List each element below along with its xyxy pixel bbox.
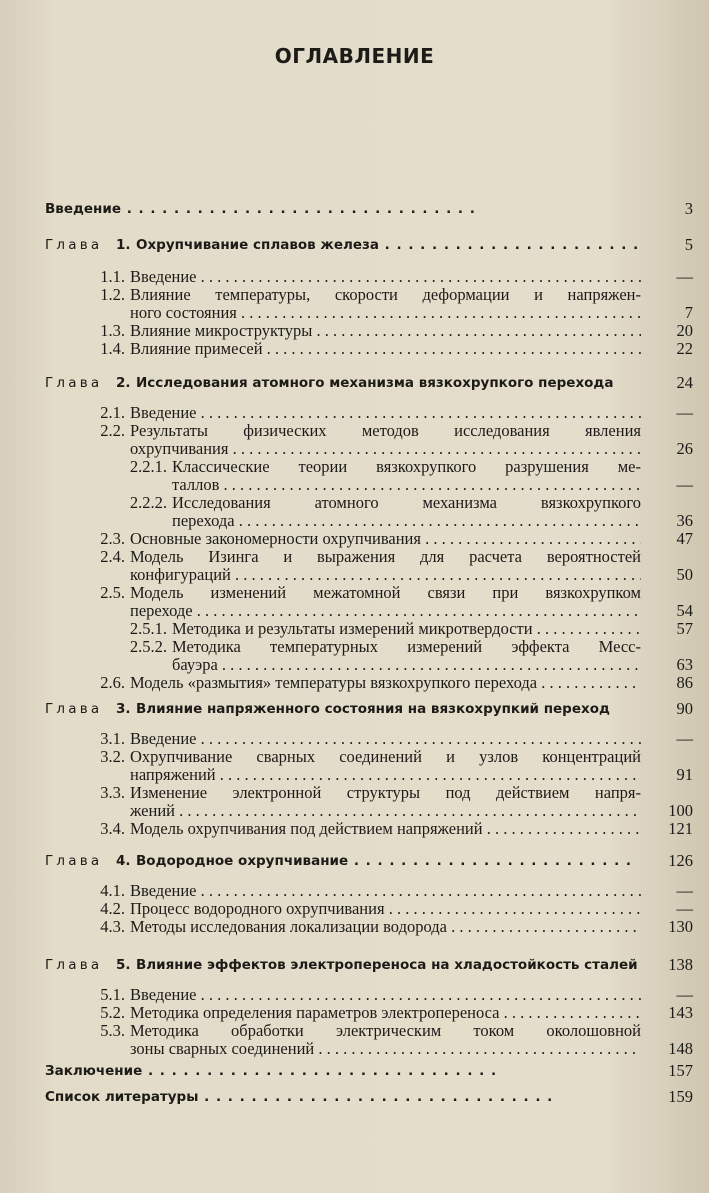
section-page: 57 xyxy=(676,619,693,638)
section-title: Методика температурных измерений эффекта Месс- xyxy=(172,638,641,656)
section-number: 2.6. xyxy=(100,673,125,692)
section-title: зоны сварных соединений . . . xyxy=(130,1040,641,1058)
section-number: 2.3. xyxy=(100,529,125,548)
page-title: ОГЛАВЛЕНИЕ xyxy=(274,44,435,68)
section-number: 4.3. xyxy=(100,917,125,936)
section-title: Модель Изинга и выражения для расчета вероятностей xyxy=(130,548,641,566)
section-number: 3.2. xyxy=(100,747,125,766)
toc-entry[interactable] xyxy=(0,784,709,802)
toc-entry xyxy=(0,476,709,494)
toc-entry[interactable] xyxy=(0,882,709,900)
section-title: Введение . . . xyxy=(130,882,641,900)
section-title: конфигураций . . . xyxy=(130,566,641,584)
section-title: бауэра . . . xyxy=(172,656,641,674)
section-page: 148 xyxy=(668,1039,693,1058)
section-page: — xyxy=(676,267,693,286)
section-number: 1.3. xyxy=(100,321,125,340)
section-page: 22 xyxy=(676,339,693,358)
toc-entry[interactable] xyxy=(0,548,709,566)
section-title: Введение . . . xyxy=(130,986,641,1004)
section-number: 1.4. xyxy=(100,339,125,358)
section-number: 3.4. xyxy=(100,819,125,838)
conclusion-heading-page: 157 xyxy=(668,1061,693,1080)
chapter-title: Охрупчивание сплавов железа . . xyxy=(136,236,639,254)
toc-entry[interactable] xyxy=(0,530,709,548)
section-title: ного состояния . . . xyxy=(130,304,641,322)
toc-entry xyxy=(0,602,709,620)
section-number: 2.2. xyxy=(100,421,125,440)
section-page: 7 xyxy=(684,303,693,322)
chapter-number: 1. xyxy=(116,237,131,253)
toc-entry[interactable] xyxy=(0,422,709,440)
section-title: Основные закономерности охрупчивания . . . xyxy=(130,530,641,548)
toc-entry[interactable] xyxy=(0,918,709,936)
toc-entry[interactable] xyxy=(0,730,709,748)
toc-entry[interactable] xyxy=(0,286,709,304)
section-title: Модель изменений межатомной связи при вязкохрупком xyxy=(130,584,641,602)
section-page: 54 xyxy=(676,601,693,620)
toc-entry[interactable] xyxy=(0,820,709,838)
toc-entry xyxy=(0,304,709,322)
section-number: 1.1. xyxy=(100,267,125,286)
section-number: 2.1. xyxy=(100,403,125,422)
section-page: — xyxy=(676,881,693,900)
section-number: 4.2. xyxy=(100,899,125,918)
section-title: Методика обработки электрическим током околошовной xyxy=(130,1022,641,1040)
section-title: Изменение электронной структуры под действием напря- xyxy=(130,784,641,802)
section-page: 100 xyxy=(668,801,693,820)
section-title: Исследования атомного механизма вязкохрупкого xyxy=(172,494,641,512)
section-title: Введение . . . xyxy=(130,268,641,286)
chapter-number: 3. xyxy=(116,701,131,717)
section-title: Влияние температуры, скорости деформации и напряжен- xyxy=(130,286,641,304)
introduction-heading-title: Введение . . xyxy=(45,200,639,218)
toc-entry xyxy=(0,440,709,458)
section-number: 1.2. xyxy=(100,285,125,304)
chapter-page: 126 xyxy=(668,851,693,870)
references-heading[interactable] xyxy=(0,1088,709,1106)
section-page: 47 xyxy=(676,529,693,548)
section-number: 5.3. xyxy=(100,1021,125,1040)
toc-entry[interactable] xyxy=(0,268,709,286)
section-title: Введение . . . xyxy=(130,404,641,422)
section-page: — xyxy=(676,729,693,748)
chapter-heading[interactable] xyxy=(0,956,709,974)
section-number: 3.3. xyxy=(100,783,125,802)
section-number: 4.1. xyxy=(100,881,125,900)
section-title: Введение . . . xyxy=(130,730,641,748)
section-title: Охрупчивание сварных соединений и узлов концентраций xyxy=(130,748,641,766)
chapter-heading[interactable] xyxy=(0,236,709,254)
toc-entry[interactable] xyxy=(0,494,709,512)
introduction-heading-page: 3 xyxy=(684,199,693,218)
conclusion-heading[interactable] xyxy=(0,1062,709,1080)
section-number: 2.4. xyxy=(100,547,125,566)
section-title: Методы исследования локализации водорода . . . xyxy=(130,918,641,936)
section-title: Влияние примесей . . . xyxy=(130,340,641,358)
section-page: — xyxy=(676,403,693,422)
chapter-title: Влияние эффектов электропереноса на хладостойкость сталей xyxy=(136,957,638,973)
toc-entry[interactable] xyxy=(0,638,709,656)
chapter-page: 90 xyxy=(676,699,693,718)
toc-entry[interactable] xyxy=(0,748,709,766)
chapter-number: 5. xyxy=(116,957,131,973)
chapter-number: 2. xyxy=(116,375,131,391)
section-page: 91 xyxy=(676,765,693,784)
toc-entry xyxy=(0,1040,709,1058)
section-page: — xyxy=(676,985,693,1004)
section-page: 63 xyxy=(676,655,693,674)
section-page: 130 xyxy=(668,917,693,936)
section-title: напряжений . . . xyxy=(130,766,641,784)
section-page: 20 xyxy=(676,321,693,340)
toc-entry[interactable] xyxy=(0,322,709,340)
toc-entry[interactable] xyxy=(0,1004,709,1022)
chapter-heading[interactable] xyxy=(0,700,709,718)
introduction-heading[interactable] xyxy=(0,200,709,218)
chapter-page: 24 xyxy=(676,373,693,392)
chapter-heading[interactable] xyxy=(0,852,709,870)
section-title: Классические теории вязкохрупкого разрушения ме- xyxy=(172,458,641,476)
section-title: охрупчивания . . . xyxy=(130,440,641,458)
section-number: 5.1. xyxy=(100,985,125,1004)
section-title: переходе . . . xyxy=(130,602,641,620)
chapter-heading[interactable] xyxy=(0,374,709,392)
conclusion-heading-title: Заключение . . xyxy=(45,1062,639,1080)
section-number: 2.5.2. xyxy=(129,637,167,656)
chapter-title: Водородное охрупчивание . . xyxy=(136,852,639,870)
section-page: 121 xyxy=(668,819,693,838)
section-number: 2.5. xyxy=(100,583,125,602)
section-page: 86 xyxy=(676,673,693,692)
chapter-label: Глава xyxy=(45,701,103,717)
section-page: 26 xyxy=(676,439,693,458)
chapter-title: Исследования атомного механизма вязкохрупкого перехода xyxy=(136,375,614,391)
section-title: Влияние микроструктуры . . . xyxy=(130,322,641,340)
references-heading-title: Список литературы . . xyxy=(45,1088,639,1106)
section-title: Модель «размытия» температуры вязкохрупкого перехода . . . xyxy=(130,674,641,692)
chapter-page: 138 xyxy=(668,955,693,974)
section-title: жений . . . xyxy=(130,802,641,820)
toc-entry[interactable] xyxy=(0,620,709,638)
chapter-label: Глава xyxy=(45,957,103,973)
section-title: Методика определения параметров электропереноса . . . xyxy=(130,1004,641,1022)
toc-entry xyxy=(0,656,709,674)
toc-entry xyxy=(0,802,709,820)
section-title: Процесс водородного охрупчивания . . . xyxy=(130,900,641,918)
section-page: — xyxy=(676,475,693,494)
section-page: — xyxy=(676,899,693,918)
toc-entry[interactable] xyxy=(0,404,709,422)
chapter-label: Глава xyxy=(45,853,103,869)
toc-entry xyxy=(0,566,709,584)
section-number: 2.2.1. xyxy=(129,457,167,476)
toc-entry[interactable] xyxy=(0,584,709,602)
section-number: 5.2. xyxy=(100,1003,125,1022)
section-title: таллов . . . xyxy=(172,476,641,494)
toc-entry[interactable] xyxy=(0,674,709,692)
toc-entry xyxy=(0,512,709,530)
section-page: 143 xyxy=(668,1003,693,1022)
section-number: 3.1. xyxy=(100,729,125,748)
section-title: Методика и результаты измерений микротвердости . . . xyxy=(172,620,641,638)
section-number: 2.5.1. xyxy=(129,619,167,638)
toc-entry[interactable] xyxy=(0,1022,709,1040)
section-page: 50 xyxy=(676,565,693,584)
references-heading-page: 159 xyxy=(668,1087,693,1106)
section-number: 2.2.2. xyxy=(129,493,167,512)
chapter-label: Глава xyxy=(45,237,103,253)
toc-entry[interactable] xyxy=(0,340,709,358)
chapter-title: Влияние напряженного состояния на вязкохрупкий переход xyxy=(136,701,610,717)
section-title: Модель охрупчивания под действием напряжений . . . xyxy=(130,820,641,838)
toc-entry[interactable] xyxy=(0,458,709,476)
chapter-label: Глава xyxy=(45,375,103,391)
toc-entry[interactable] xyxy=(0,986,709,1004)
chapter-page: 5 xyxy=(684,235,693,254)
section-title: перехода . . . xyxy=(172,512,641,530)
toc-entry[interactable] xyxy=(0,900,709,918)
toc-entry xyxy=(0,766,709,784)
chapter-number: 4. xyxy=(116,853,131,869)
section-title: Результаты физических методов исследования явления xyxy=(130,422,641,440)
section-page: 36 xyxy=(676,511,693,530)
